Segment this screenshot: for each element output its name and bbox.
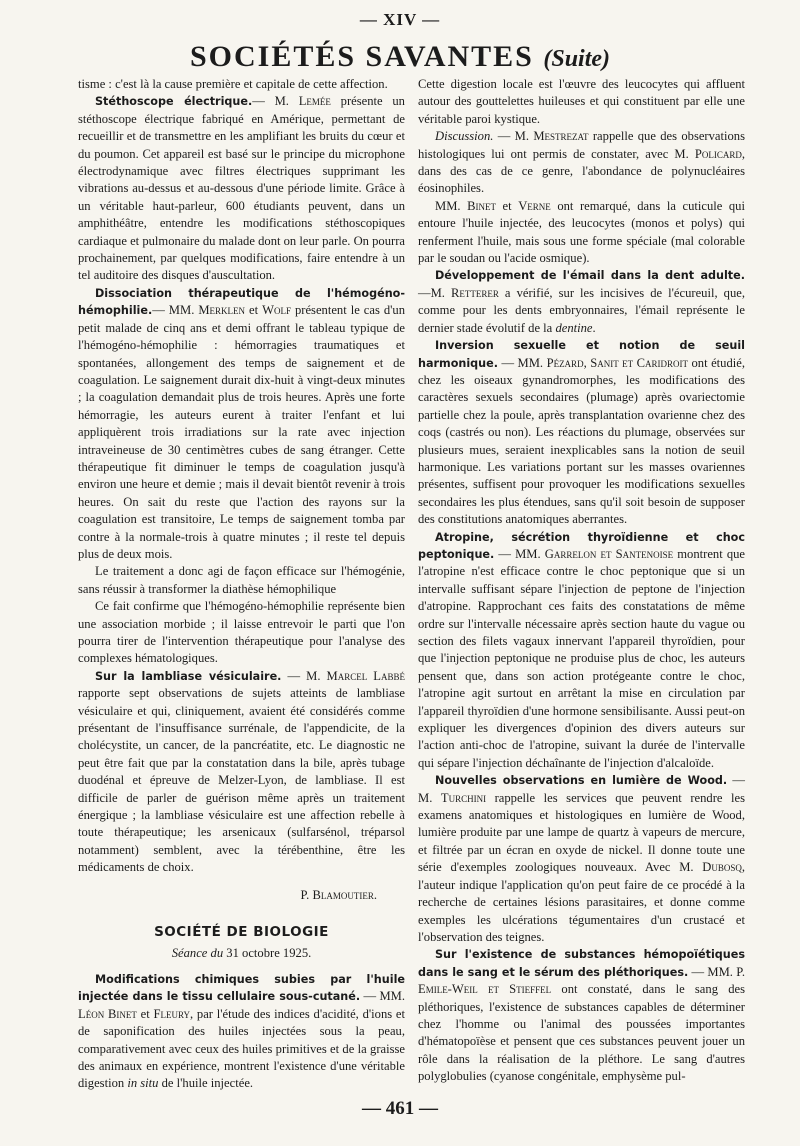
title-suffix: (Suite) (543, 46, 611, 72)
session-label: Séance du (171, 945, 224, 960)
dash: — MM. (494, 546, 545, 561)
article-email (418, 267, 745, 337)
continuation-paragraph: Cette digestion locale est l'œuvre des leucocytes qui affluent autour des gouttelettes huileuses et qui constituent par elle une véritable paroi kystique. (418, 77, 745, 126)
article-body: rappelle les services que peuvent rendre les examens anatomiques et histologiques en lumière de Wood, lumière produite par une lampe de quartz à vapeurs de mercure, et filtrée par un écran en oxyde de nickel. Il donne toute une série d'exemples zoologiques nouveaux. Avec M. (418, 790, 745, 875)
article-heading: Atropine, sécrétion thyroïdienne et choc peptonique. (418, 530, 745, 561)
article-body: ont remarqué, dans la cuticule qui entoure l'huile injectée, des leucocytes (monos et polys) qui renferment l'huile, mais sous une forme spéciale (mal colorable par le soudan ou l'acide osmique). (418, 198, 745, 266)
dash: — MM. (152, 303, 199, 318)
dash: — MM. (360, 989, 405, 1004)
prefix: MM. (435, 198, 468, 213)
paragraph: Ce fait confirme que l'hémogéno-hémophilie représente bien une association morbide ; il laisse entrevoir le parti que l'on pourra tirer de l'intervention thérapeutique pour l'analyse des complexes hématologiques. (78, 599, 405, 666)
article-heading: Sur l'existence de substances hémopoïétiques dans le sang et le sérum des pléthoriques. (418, 948, 745, 979)
left-column (78, 76, 405, 1093)
dash: — MM. (497, 355, 547, 370)
section-title: SOCIÉTÉ DE BIOLOGIE (154, 924, 329, 941)
author-name: Verne (518, 198, 551, 213)
dash: —M. (418, 285, 451, 300)
right-column (418, 76, 745, 1086)
article-body: rapporte sept observations de sujets atteints de lambliase vésiculaire et qui, cliniquement, avaient été considérés comme présentant de l'insuffisance surrénale, de l'appendicite, de la cholécystite, un cancer, de la pancréatite, etc. Le diagnostic ne peut être fait que par la constatation dans la bile, après tubage duodénal et épreuve de Melzer-Lyon, de lambliase. Il est difficile de parler de guérison même après un traitement énergique ; la lambliase vésiculaire est une affection rebelle à toute thérapeutique; les arsenicaux (sulfarsénol, tréparsol notamment) semblent, avec la térébenthine, être les médicaments de choix. (78, 686, 405, 875)
article-wood (418, 772, 745, 946)
running-head: — XIV — (359, 10, 441, 29)
author-name: P. Emile-Weil et Stieffel (418, 964, 745, 997)
paragraph: Le traitement a donc agi de façon efficace sur l'hémogénie, sans réussir à transformer la diathèse hémophilique (78, 564, 405, 596)
article-binet-verne (418, 198, 745, 268)
dash: — M. (418, 773, 745, 805)
article-body: présente un stéthoscope électrique fabriqué en Amérique, permettant de recueillir et de transmettre en les amplifiant les bruits du cœur et du poumon. Cet appareil est basé sur le principe du microphone électrodynamique avec filtres électriques supprimant les vibrations au-dessus et au-dessous d'une période limite. Grâce à un véritable haut-parleur, 600 étudiants peuvent, dans un amphithéâtre, entendre les modifications stéthoscopiques cardiaque et pulmonaire du malade dont on leur parle. On pourra prochainement, par quelques modifications, faire entendre à un tel auditoire des disques d'auscultation. (78, 94, 405, 283)
article-atropine (418, 529, 745, 773)
article-inversion (418, 337, 745, 528)
discussion (418, 128, 745, 198)
article-lambliase (78, 668, 405, 877)
latin-term: in situ (127, 1076, 159, 1091)
article-body: ont étudié, chez les oiseaux gynandromorphes, les modifications des caractères sexuels secondaires (plumage) après ovariectomie partielle chez la poule, après transplantation ovarienne chez des coqs (castrés ou non). Les réactions du plumage, observées sur plusieurs mues, seraient inexplicables sans la notion de seuil harmonique. Les variations portant sur les masses ovariennes présentes, suffisent pour provoquer les modifications sexuelles secondaires les plus étendues, sans qu'il soit besoin de supposer des constitutions anatomiques aberrantes. (418, 355, 745, 527)
article-heading: Dissociation thérapeutique de l'hémogéno-hémophilie. (78, 286, 405, 318)
author-name: Mestrezat (533, 129, 589, 144)
author-name: Merklen (198, 303, 246, 318)
article-heading: Nouvelles observations en lumière de Wood. (435, 774, 728, 788)
author-name: Wolf (262, 303, 291, 318)
page-number: — 461 — (362, 1098, 438, 1119)
author-name: Fleury (153, 1006, 190, 1021)
article-body: a vérifié, sur les incisives de l'écureuil, que, comme pour les dents embryonnaires, l'émail représente le dernier stade évolutif de la (418, 285, 745, 335)
author-name: Marcel Labbé (326, 668, 405, 683)
article-body: , par l'étude des indices d'acidité, d'ions et de saponification des huiles injectées sous la peau, comparativement avec ceux des huiles primitives et de la graisse des animaux en expérience, montrent l'existence d'une véritable digestion (78, 1006, 406, 1091)
author-name: Pézard, Sanit et Caridroit (546, 355, 689, 370)
continuation-paragraph: tisme : c'est là la cause première et capitale de cette affection. (78, 77, 388, 91)
article-heading: Modifications chimiques subies par l'huile injectée dans le tissu cellulaire sous-cutané. (78, 972, 405, 1004)
article-dissociation (78, 285, 405, 564)
article-heading: Développement de l'émail dans la dent adulte. (435, 269, 745, 283)
title-text: SOCIÉTÉS SAVANTES (189, 40, 534, 73)
article-heading: Sur la lambliase vésiculaire. (95, 669, 282, 683)
session-date (78, 945, 405, 962)
article-body: . (592, 320, 596, 335)
dash: — M. (281, 668, 327, 683)
article-body: , dans des cas de ce genre, l'abondance de polynucléaires éosinophiles. (418, 146, 745, 196)
author-name: Retterer (450, 285, 499, 300)
page-title (0, 40, 800, 76)
conjunction: et (496, 198, 519, 213)
article-huiles (78, 971, 405, 1093)
author-name: Léon Binet (78, 1006, 137, 1021)
session-date-value: 31 octobre 1925. (226, 945, 312, 960)
author-name: Binet (467, 198, 496, 213)
article-body: , l'auteur indique l'application qu'on peut faire de ce procédé à la recherche de certaines lésions parasitaires, et donne comme exemples les ulcérations tégumentaires d'un crustacé et l'observation des teignes. (418, 860, 745, 944)
article-body: ont constaté, dans le sang des pléthoriques, l'existence de substances capables de déterminer chez l'homme ou l'animal des poussées importantes d'hématopoïèse et pensent que ces substances peuvent jouer un rôle dans la réalisation de la pléthore. Le sang d'autres polyglobulies (cyanose congénitale, emphysème pul- (418, 982, 745, 1084)
author-name: Garrelon et Santenoise (544, 546, 674, 561)
article-hemopoietiques (418, 946, 745, 1085)
article-heading: Inversion sexuelle et notion de seuil harmonique. (418, 339, 745, 370)
article-body: montrent que l'atropine n'est efficace contre le choc peptonique que si un intervalle suffisant sépare l'injection de peptone de l'injection d'atropine. Rapprochant ces faits des constatations de même ordre sur l'intervalle nécessaire après section haute du vague ou section des filets vagaux innervant l'appareil thyroïdien, pour que l'injection peptonique ne produise plus de choc, les auteurs pensent que, dans son action protégeante contre le choc, l'atropine agit surtout en arrêtant la mise en circulation par l'appareil thyroïdien d'une hormone sensibilisante. Aussi peut-on expliquer les divergences d'opinion des divers auteurs sur l'action anti-choc de l'atropine, suivant la durée de l'intervalle qui sépare l'injection déchaînante de l'injection d'alcaloïde. (418, 546, 746, 770)
author-name: Turchini (440, 790, 487, 805)
conjunction: et (136, 1006, 154, 1021)
article-body: de l'huile injectée. (158, 1076, 254, 1091)
author-name: Dubosq (702, 860, 742, 875)
article-body: rappelle que des observations histologiques lui ont permis de constater, avec M. (418, 129, 746, 161)
author-name: Lemée (298, 94, 331, 109)
discussion-label: Discussion. (435, 129, 494, 144)
dash: — MM. (688, 964, 737, 979)
article-heading: Stéthoscope électrique. (95, 95, 253, 109)
conjunction: et (245, 303, 263, 318)
dash: — M. (252, 94, 299, 109)
dash: — M. (493, 129, 534, 144)
article-stethoscope (78, 93, 405, 284)
author-name: Policard (694, 146, 742, 161)
signature: P. Blamoutier. (300, 887, 377, 902)
article-body: présentent le cas d'un petit malade de cinq ans et demi offrant le tableau typique de l'hémogéno-hémophilie : hémorragies traumatiques et spontanées, allongement des temps de saignement et de coagulation. Le saignement durait dix-huit à vingt-deux minutes ; la coagulation demandait plus de trois heures. Après une forte hémorragie, les auteurs eurent à traiter l'enfant et lui appliquèrent trois irradiations sur la rate avec injection intraveineuse de 30 centimètres cubes de sang étranger. Cette thérapeutique fit diminuer le temps de coagulation jusqu'à environ une heure et demie ; mais il devait bientôt revenir à trois heures. On sait du reste que l'action des rayons sur la coagulation est transitoire, Le temps de saignement tomba par contre à la normale-trois à quatre minutes ; il reste tel depuis plus de deux mois. (78, 303, 405, 561)
term: dentine (555, 320, 593, 335)
